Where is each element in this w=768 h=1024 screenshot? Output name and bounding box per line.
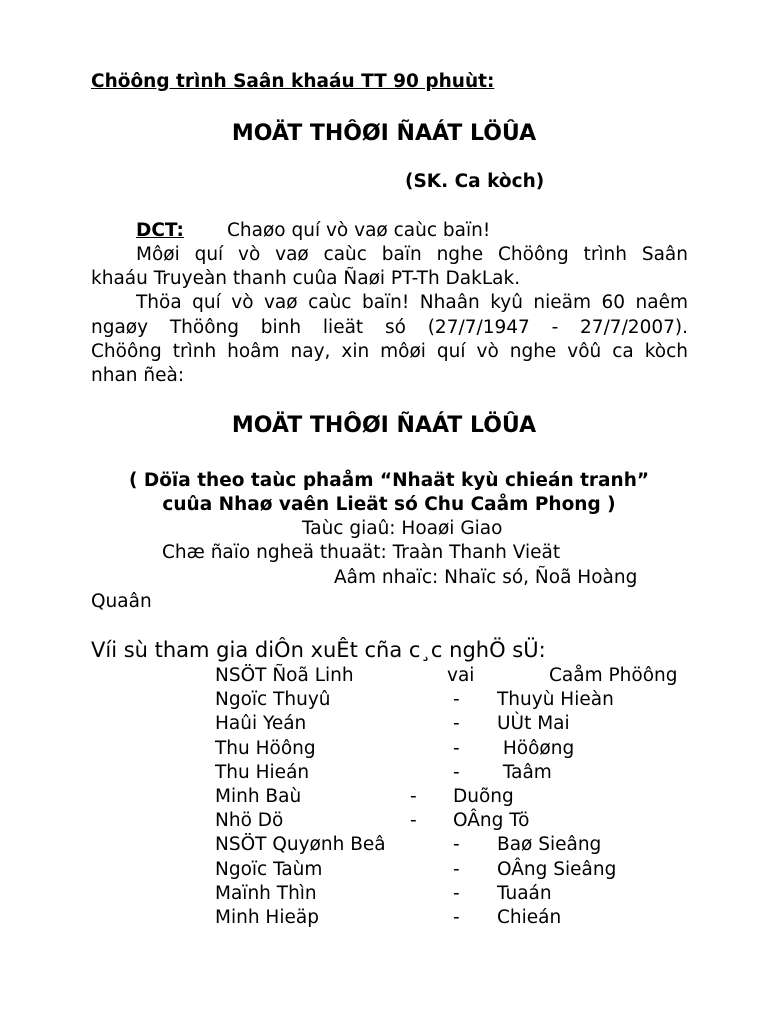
- dct-label: DCT:: [136, 220, 184, 241]
- para-2-line-4: nhan ñeà:: [91, 365, 185, 386]
- cast-actor-name: Minh Hieäp: [215, 907, 319, 928]
- cast-actor-name: NSÖT Quyønh Beâ: [215, 834, 386, 856]
- cast-actor-name: Minh Baù: [215, 786, 302, 807]
- cast-actor-name: Nhö Dö: [215, 810, 284, 832]
- cast-actor-name: NSÖT Ñoã Linh: [215, 665, 354, 686]
- cast-actor-name: Thu Hieán: [215, 761, 310, 783]
- cast-separator: -: [453, 858, 460, 880]
- genre-label: (SK. Ca kòch): [405, 171, 545, 192]
- cast-actor-name: Thu Höông: [215, 737, 316, 759]
- cast-role-name: Chieán: [497, 907, 562, 928]
- para-2-line-1: Thöa quí vò vaø caùc baïn! Nhaân kyû nieäm 60 naêm: [136, 292, 688, 313]
- cast-actor-name: Ngoïc Taùm: [215, 858, 323, 880]
- cast-role-name: UÙt Mai: [497, 713, 570, 735]
- cast-separator: -: [410, 810, 417, 832]
- cast-separator: -: [453, 689, 460, 711]
- subtitle-line-2: cuûa Nhaø vaên Lieät só Chu Caåm Phong ): [162, 494, 616, 515]
- cast-separator: -: [453, 882, 460, 904]
- subtitle-line-1: ( Döïa theo taùc phaåm “Nhaät kyù chieán tranh”: [128, 470, 650, 491]
- dct-greeting: Chaøo quí vò vaø caùc baïn!: [227, 220, 491, 241]
- cast-role-name: Thuyù Hieàn: [497, 689, 614, 711]
- cast-role-name: Caåm Phöông: [549, 665, 678, 686]
- para-2-line-2: ngaøy Thöông binh lieät só (27/7/1947 - 27/7/2007).: [91, 317, 688, 338]
- cast-role-name: OÂng Sieâng: [497, 858, 617, 880]
- para-1-line-2: khaáu Truyeàn thanh cuûa Ñaøi PT-Th DakLak.: [91, 268, 521, 289]
- cast-role-name: Baø Sieâng: [497, 834, 602, 856]
- cast-separator: -: [453, 907, 460, 928]
- credit-author: Taùc giaû: Hoaøi Giao: [302, 518, 503, 539]
- cast-separator: -: [410, 786, 417, 807]
- cast-role-name: Duõng: [453, 786, 514, 807]
- para-2-line-3: Chöông trình hoâm nay, xin môøi quí vò nghe vôû ca kòch: [91, 341, 688, 362]
- cast-actor-name: Maïnh Thìn: [215, 882, 317, 904]
- cast-role-name: OÂng Tö: [453, 810, 530, 832]
- cast-separator: -: [453, 713, 460, 735]
- credit-director: Chæ ñaïo ngheä thuaät: Traàn Thanh Vieät: [162, 542, 561, 563]
- cast-intro: Víi sù tham gia diÔn xuÊt cña c¸c nghÖ sÜ:: [91, 638, 546, 662]
- cast-separator: -: [453, 737, 460, 759]
- cast-separator: -: [453, 761, 460, 783]
- credit-music: Aâm nhaïc: Nhaïc só, Ñoã Hoàng: [334, 567, 638, 588]
- cast-role-name: Höôøng: [497, 737, 575, 759]
- program-heading: Chöông trình Saân khaáu TT 90 phuùt:: [91, 71, 495, 92]
- cast-separator: -: [453, 834, 460, 856]
- credit-music-cont: Quaân: [91, 591, 152, 612]
- cast-actor-name: Haûi Yeán: [215, 713, 307, 735]
- para-1-line-1: Môøi quí vò vaø caùc baïn nghe Chöông trình Saân: [136, 244, 688, 265]
- cast-actor-name: Ngoïc Thuyû: [215, 689, 331, 711]
- title-2: MOÄT THÔØI ÑAÁT LÖÛA: [231, 413, 537, 438]
- title-1: MOÄT THÔØI ÑAÁT LÖÛA: [231, 121, 537, 146]
- cast-separator: vai: [447, 665, 475, 686]
- cast-role-name: Taâm: [497, 761, 552, 783]
- cast-role-name: Tuaán: [497, 882, 552, 904]
